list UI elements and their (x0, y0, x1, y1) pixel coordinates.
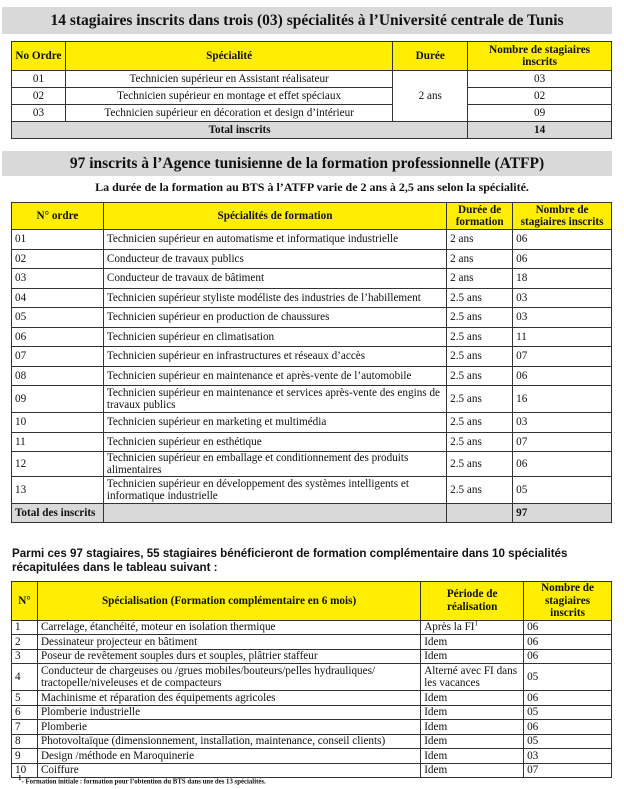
cell-no: 01 (12, 230, 104, 250)
cell-nombre: 06 (524, 691, 612, 706)
cell-specialite: Technicien supérieur en montage et effet spéciaux (65, 88, 392, 105)
table-row (12, 230, 612, 250)
cell-nombre: 05 (524, 664, 612, 691)
cell-nombre: 05 (524, 734, 612, 749)
cell-specialisation: Carrelage, étanchéité, moteur en isolation thermique (37, 620, 420, 635)
cell-specialisation: Coiffure (37, 763, 420, 778)
footnote-text: - Formation initiale : formation pour l’obtention du BTS dans une des 13 spécialités. (21, 778, 266, 786)
cell-no: 7 (12, 720, 38, 735)
cell-specialite: Technicien supérieur en esthétique (103, 432, 446, 452)
table-row (12, 620, 612, 635)
table-complementaire (11, 581, 612, 778)
table-atfp (11, 202, 612, 523)
cell-periode (421, 620, 524, 635)
cell-nombre: 06 (513, 230, 612, 250)
cell-nombre: 11 (513, 327, 612, 347)
header-periode: Période de réalisation (421, 582, 524, 621)
cell-nombre: 16 (513, 386, 612, 413)
header-duree: Durée (393, 42, 468, 71)
cell-no: 4 (12, 664, 38, 691)
cell-nombre: 06 (524, 620, 612, 635)
cell-specialisation: Conducteur de chargeuses ou /grues mobiles/bouteurs/pelles hydrauliques/ tractopelle/niveleuses et de compacteurs (37, 664, 420, 691)
total-empty (447, 504, 513, 523)
table-row (12, 308, 612, 328)
cell-nombre: 07 (524, 763, 612, 778)
cell-no: 06 (12, 327, 104, 347)
cell-no: 12 (12, 452, 104, 477)
cell-periode: Idem (421, 749, 524, 764)
table-row (12, 347, 612, 367)
table-row (12, 105, 612, 122)
superscript-marker: 1 (474, 619, 479, 628)
cell-specialisation: Design /méthode en Maroquinerie (37, 749, 420, 764)
cell-nombre: 03 (513, 308, 612, 328)
table-row (12, 327, 612, 347)
table-row (12, 452, 612, 477)
cell-specialisation: Machinisme et réparation des équipements agricoles (37, 691, 420, 706)
cell-duree: 2.5 ans (447, 452, 513, 477)
table-row (12, 705, 612, 720)
cell-no: 11 (12, 432, 104, 452)
total-row (12, 122, 612, 139)
cell-no: 6 (12, 705, 38, 720)
footnote-marker: 1 (18, 774, 22, 782)
cell-periode: Idem (421, 649, 524, 664)
cell-duree-shared: 2 ans (393, 71, 468, 122)
cell-periode: Alterné avec FI dans les vacances (421, 664, 524, 691)
cell-nombre: 03 (468, 71, 612, 88)
cell-specialite: Technicien supérieur en Assistant réalisateur (65, 71, 392, 88)
cell-no: 3 (12, 649, 38, 664)
cell-nombre: 07 (513, 432, 612, 452)
table-row (12, 88, 612, 105)
cell-specialite: Technicien supérieur en développement des systèmes intelligents et informatique industrielle (103, 477, 446, 504)
cell-duree: 2.5 ans (447, 347, 513, 367)
cell-specialisation: Plomberie industrielle (37, 705, 420, 720)
header-nombre: Nombre de stagiaires inscrits (468, 42, 612, 71)
cell-specialite: Conducteur de travaux de bâtiment (103, 269, 446, 289)
cell-no: 03 (12, 269, 104, 289)
total-label: Total des inscrits (12, 504, 104, 523)
header-specialite: Spécialité (65, 42, 392, 71)
cell-no: 13 (12, 477, 104, 504)
table-row (12, 71, 612, 88)
cell-nombre: 09 (468, 105, 612, 122)
cell-no: 10 (12, 413, 104, 433)
total-row (12, 504, 612, 523)
table-row (12, 749, 612, 764)
cell-no: 03 (12, 105, 66, 122)
section2-title: 97 inscrits à l’Agence tunisienne de la formation professionnelle (ATFP) (2, 151, 612, 176)
header-no: N° ordre (12, 203, 104, 230)
header-nombre: Nombre de stagiaires inscrits (524, 582, 612, 621)
total-label: Total inscrits (12, 122, 468, 139)
table-row (12, 763, 612, 778)
cell-specialisation: Dessinateur projecteur en bâtiment (37, 635, 420, 650)
cell-specialisation: Poseur de revêtement souples durs et souples, plâtrier staffeur (37, 649, 420, 664)
header-no: No Ordre (12, 42, 66, 71)
header-no: N° (12, 582, 38, 621)
cell-duree: 2.5 ans (447, 288, 513, 308)
cell-no: 1 (12, 620, 38, 635)
header-specialite: Spécialités de formation (103, 203, 446, 230)
table-row (12, 720, 612, 735)
cell-no: 10 (12, 763, 38, 778)
cell-duree: 2.5 ans (447, 413, 513, 433)
table-row (12, 691, 612, 706)
cell-nombre: 06 (524, 649, 612, 664)
cell-specialite: Technicien supérieur en climatisation (103, 327, 446, 347)
cell-specialisation: Plomberie (37, 720, 420, 735)
cell-duree: 2.5 ans (447, 327, 513, 347)
cell-duree: 2 ans (447, 269, 513, 289)
cell-nombre: 03 (513, 413, 612, 433)
cell-periode: Idem (421, 635, 524, 650)
cell-specialite: Technicien supérieur en infrastructures et réseaux d’accès (103, 347, 446, 367)
periode-text: Après la FI (424, 621, 475, 634)
cell-duree: 2 ans (447, 230, 513, 250)
cell-duree: 2.5 ans (447, 308, 513, 328)
cell-nombre: 06 (513, 452, 612, 477)
table-row (12, 413, 612, 433)
cell-specialite: Technicien supérieur en emballage et conditionnement des produits alimentaires (103, 452, 446, 477)
total-empty (103, 504, 446, 523)
cell-specialite: Conducteur de travaux publics (103, 249, 446, 269)
cell-nombre: 06 (513, 249, 612, 269)
table-row (12, 386, 612, 413)
table-row (12, 249, 612, 269)
cell-nombre: 03 (524, 749, 612, 764)
cell-duree: 2.5 ans (447, 432, 513, 452)
cell-nombre: 18 (513, 269, 612, 289)
table-row (12, 649, 612, 664)
footnote (18, 774, 266, 786)
cell-periode: Idem (421, 691, 524, 706)
header-specialisation: Spécialisation (Formation complémentaire en 6 mois) (37, 582, 420, 621)
cell-no: 08 (12, 366, 104, 386)
cell-nombre: 05 (513, 477, 612, 504)
table-row (12, 366, 612, 386)
cell-no: 05 (12, 308, 104, 328)
cell-no: 04 (12, 288, 104, 308)
table-row (12, 269, 612, 289)
section2-subtitle: La durée de la formation au BTS à l’ATFP varie de 2 ans à 2,5 ans selon la spécialité. (95, 180, 529, 194)
cell-nombre: 06 (513, 366, 612, 386)
total-value: 97 (513, 504, 612, 523)
cell-nombre: 06 (524, 635, 612, 650)
cell-no: 9 (12, 749, 38, 764)
cell-specialisation: Photovoltaïque (dimensionnement, installation, maintenance, conseil clients) (37, 734, 420, 749)
section1-title: 14 stagiaires inscrits dans trois (03) spécialités à l’Université centrale de Tunis (2, 7, 612, 34)
cell-nombre: 03 (513, 288, 612, 308)
cell-no: 2 (12, 635, 38, 650)
cell-periode: Idem (421, 720, 524, 735)
table-row (12, 288, 612, 308)
table-row (12, 432, 612, 452)
table-row (12, 734, 612, 749)
header-nombre: Nombre de stagiaires inscrits (513, 203, 612, 230)
cell-nombre: 07 (513, 347, 612, 367)
cell-periode: Idem (421, 705, 524, 720)
header-duree: Durée de formation (447, 203, 513, 230)
cell-no: 09 (12, 386, 104, 413)
cell-nombre: 05 (524, 705, 612, 720)
cell-periode: Idem (421, 763, 524, 778)
cell-duree: 2.5 ans (447, 366, 513, 386)
cell-specialite: Technicien supérieur en maintenance et après-vente de l’automobile (103, 366, 446, 386)
cell-no: 8 (12, 734, 38, 749)
cell-no: 02 (12, 249, 104, 269)
cell-nombre: 02 (468, 88, 612, 105)
cell-no: 07 (12, 347, 104, 367)
cell-no: 02 (12, 88, 66, 105)
cell-specialite: Technicien supérieur styliste modéliste des industries de l’habillement (103, 288, 446, 308)
cell-specialite: Technicien supérieur en décoration et design d’intérieur (65, 105, 392, 122)
table-ucentrale (11, 41, 612, 139)
table-row (12, 635, 612, 650)
cell-nombre: 06 (524, 720, 612, 735)
cell-specialite: Technicien supérieur en production de chaussures (103, 308, 446, 328)
cell-no: 5 (12, 691, 38, 706)
cell-duree: 2.5 ans (447, 386, 513, 413)
cell-duree: 2 ans (447, 249, 513, 269)
cell-periode: Idem (421, 734, 524, 749)
cell-specialite: Technicien supérieur en maintenance et services après-vente des engins de travaux publics (103, 386, 446, 413)
cell-specialite: Technicien supérieur en marketing et multimédia (103, 413, 446, 433)
table-row (12, 664, 612, 691)
cell-no: 01 (12, 71, 66, 88)
cell-specialite: Technicien supérieur en automatisme et informatique industrielle (103, 230, 446, 250)
total-value: 14 (468, 122, 612, 139)
cell-duree: 2.5 ans (447, 477, 513, 504)
table-row (12, 477, 612, 504)
section3-intro: Parmi ces 97 stagiaires, 55 stagiaires bénéficieront de formation complémentaire dans 10 spécialités récapitulées dans le tableau suivant : (12, 547, 568, 574)
